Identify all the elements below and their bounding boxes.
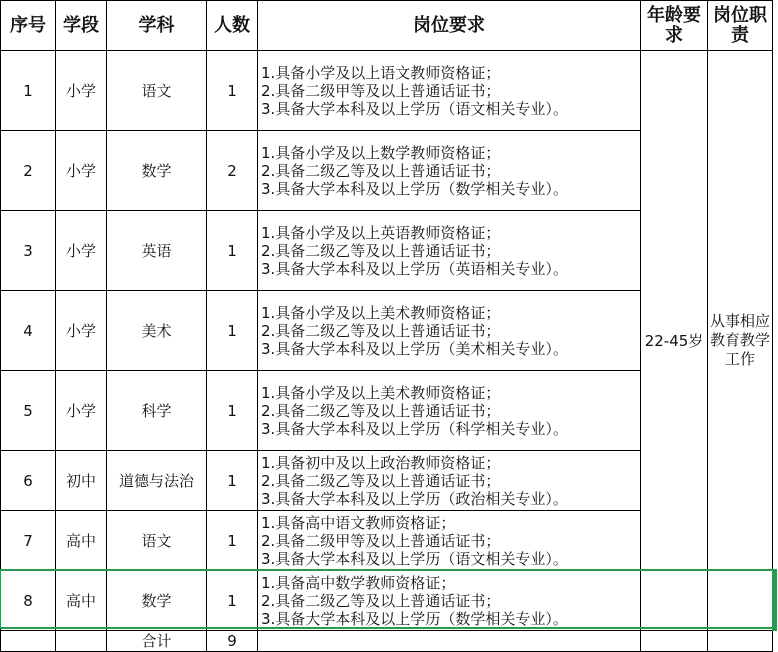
cell-subject[interactable]: 语文 <box>107 51 207 131</box>
cell-stage[interactable]: 初中 <box>56 451 107 511</box>
requirement-line: 3.具备大学本科及以上学历（数学相关专业）。 <box>261 179 568 198</box>
cell-index[interactable]: 5 <box>1 371 56 451</box>
cell-index[interactable]: 2 <box>1 131 56 211</box>
cell-index[interactable]: 7 <box>1 511 56 571</box>
cell-index[interactable]: 3 <box>1 211 56 291</box>
cell-requirements[interactable] <box>258 571 641 631</box>
requirement-line: 1.具备小学及以上英语教师资格证； <box>261 223 501 242</box>
cell-count[interactable]: 1 <box>207 451 258 511</box>
cell-stage[interactable]: 高中 <box>56 511 107 571</box>
cell-stage[interactable]: 小学 <box>56 51 107 131</box>
cell-requirements[interactable] <box>258 291 641 371</box>
header-requirements[interactable]: 岗位要求 <box>258 1 641 51</box>
requirement-line: 3.具备大学本科及以上学历（政治相关专业）。 <box>261 489 568 508</box>
cell-empty[interactable] <box>1 631 56 652</box>
total-label[interactable]: 合计 <box>107 631 207 652</box>
cell-stage[interactable]: 小学 <box>56 291 107 371</box>
requirement-line: 2.具备二级乙等及以上普通话证书； <box>261 321 501 340</box>
requirement-line: 1.具备高中数学教师资格证； <box>261 573 456 592</box>
cell-stage[interactable]: 高中 <box>56 571 107 631</box>
cell-empty[interactable] <box>641 631 708 652</box>
cell-subject[interactable]: 美术 <box>107 291 207 371</box>
cell-count[interactable]: 1 <box>207 211 258 291</box>
cell-age-merged[interactable]: 22-45岁 <box>641 51 708 631</box>
requirement-line: 2.具备二级甲等及以上普通话证书； <box>261 81 501 100</box>
cell-empty[interactable] <box>56 631 107 652</box>
requirement-line: 2.具备二级乙等及以上普通话证书； <box>261 161 501 180</box>
selection-handle[interactable] <box>772 569 777 631</box>
requirement-line: 1.具备小学及以上美术教师资格证； <box>261 383 501 402</box>
cell-requirements[interactable] <box>258 131 641 211</box>
cell-subject[interactable]: 英语 <box>107 211 207 291</box>
requirement-line: 1.具备初中及以上政治教师资格证； <box>261 453 501 472</box>
requirement-line: 3.具备大学本科及以上学历（语文相关专业）。 <box>261 549 568 568</box>
requirement-line: 3.具备大学本科及以上学历（英语相关专业）。 <box>261 259 568 278</box>
header-age[interactable]: 年龄要求 <box>641 1 708 51</box>
cell-index[interactable]: 1 <box>1 51 56 131</box>
cell-count[interactable]: 1 <box>207 511 258 571</box>
cell-count[interactable]: 2 <box>207 131 258 211</box>
requirement-line: 1.具备小学及以上语文教师资格证； <box>261 63 501 82</box>
table-row <box>1 51 773 131</box>
cell-requirements[interactable] <box>258 451 641 511</box>
requirement-line: 1.具备高中语文教师资格证； <box>261 513 456 532</box>
cell-stage[interactable]: 小学 <box>56 131 107 211</box>
cell-requirements[interactable] <box>258 211 641 291</box>
total-row <box>1 631 773 652</box>
cell-stage[interactable]: 小学 <box>56 371 107 451</box>
header-duty[interactable]: 岗位职责 <box>708 1 773 51</box>
requirement-line: 1.具备小学及以上美术教师资格证； <box>261 303 501 322</box>
cell-index[interactable]: 6 <box>1 451 56 511</box>
header-stage[interactable]: 学段 <box>56 1 107 51</box>
requirement-line: 2.具备二级乙等及以上普通话证书； <box>261 401 501 420</box>
cell-subject[interactable]: 语文 <box>107 511 207 571</box>
cell-requirements[interactable] <box>258 51 641 131</box>
cell-count[interactable]: 1 <box>207 51 258 131</box>
cell-index[interactable]: 4 <box>1 291 56 371</box>
cell-empty[interactable] <box>708 631 773 652</box>
cell-subject[interactable]: 数学 <box>107 571 207 631</box>
cell-subject[interactable]: 科学 <box>107 371 207 451</box>
header-row <box>1 1 773 51</box>
requirement-line: 1.具备小学及以上数学教师资格证； <box>261 143 501 162</box>
cell-stage[interactable]: 小学 <box>56 211 107 291</box>
requirement-line: 3.具备大学本科及以上学历（数学相关专业）。 <box>261 609 568 628</box>
cell-empty[interactable] <box>258 631 641 652</box>
cell-count[interactable]: 1 <box>207 371 258 451</box>
cell-requirements[interactable] <box>258 511 641 571</box>
cell-index[interactable]: 8 <box>1 571 56 631</box>
header-index[interactable]: 序号 <box>1 1 56 51</box>
requirement-line: 2.具备二级乙等及以上普通话证书； <box>261 591 501 610</box>
requirement-line: 3.具备大学本科及以上学历（语文相关专业）。 <box>261 99 568 118</box>
cell-count[interactable]: 1 <box>207 571 258 631</box>
cell-requirements[interactable] <box>258 371 641 451</box>
header-count[interactable]: 人数 <box>207 1 258 51</box>
requirement-line: 2.具备二级甲等及以上普通话证书； <box>261 531 501 550</box>
cell-duty-merged[interactable]: 从事相应教育教学工作 <box>708 51 773 631</box>
requirement-line: 2.具备二级乙等及以上普通话证书； <box>261 241 501 260</box>
header-subject[interactable]: 学科 <box>107 1 207 51</box>
cell-count[interactable]: 1 <box>207 291 258 371</box>
cell-subject[interactable]: 道德与法治 <box>107 451 207 511</box>
total-count[interactable]: 9 <box>207 631 258 652</box>
requirement-line: 3.具备大学本科及以上学历（美术相关专业）。 <box>261 339 568 358</box>
cell-subject[interactable]: 数学 <box>107 131 207 211</box>
requirement-line: 3.具备大学本科及以上学历（科学相关专业）。 <box>261 419 568 438</box>
requirement-line: 2.具备二级乙等及以上普通话证书； <box>261 471 501 490</box>
